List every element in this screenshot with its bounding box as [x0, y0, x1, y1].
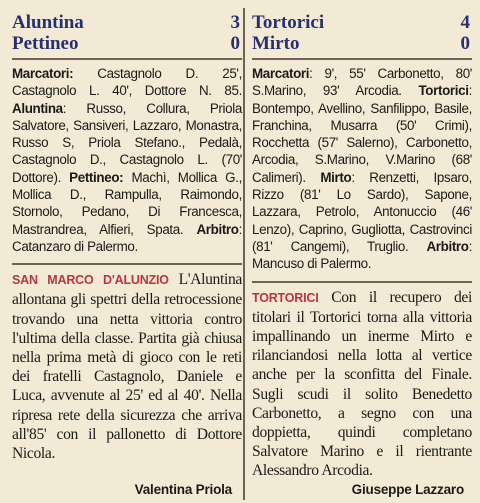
byline: Valentina Priola: [134, 482, 232, 497]
match-column-aluntina-pettineo: [12, 0, 242, 503]
home-team-name: Aluntina: [12, 12, 84, 33]
away-team-score: 0: [230, 33, 240, 54]
byline: Giuseppe Lazzaro: [351, 482, 464, 497]
lineup-away-label: Mirto: [320, 169, 352, 185]
score-row-home: [12, 12, 242, 33]
lineup-away-text: Machì, Mollica G., Mollica D., Rampulla, Raimondo, Stornolo, Pedano, Di Francesca, Mastrandrea, Alfieri, Spata.: [12, 169, 242, 237]
referee-label: Arbitro: [196, 221, 239, 237]
away-team-name: Pettineo: [12, 33, 79, 54]
scoreboard: [252, 12, 472, 54]
lineup-away-label: Pettineo:: [69, 169, 124, 185]
divider: [252, 58, 472, 60]
lineup-away-text: : Renzetti, Ipsaro, Rizzo (81' Lo Sardo), Sapone, Lazzara, Petrolo, Antonuccio (46' Lenzo), Caprino, Gugliotta, Castrovinci (81' Cangemi), Truglio.: [252, 169, 472, 254]
report-body: L'Aluntina allontana gli spettri della retrocessione trovando una netta vittoria contro l'ultima della classe. Partita già chiusa nella prima metà di gioco con le reti dei fratelli Castagnolo, Daniele e Luca, avvenute al 25' ed al 40'. Nella ripresa rete della sicurezza che arriva all'85' con il pallonetto di Dottore Nicola.: [12, 271, 242, 463]
match-details: [12, 65, 242, 255]
match-report: [252, 288, 472, 481]
referee-label: Arbitro: [426, 238, 469, 254]
report-body: Con il recupero dei titolari il Tortorici torna alla vittoria impallinando un inerme Mirto e rilanciandosi nella lotta al vertice anche per la sconfitta del Finale. Sugli scudi il solito Benedetto Carbonetto, a segno con una doppietta, quindi completano Salvatore Marino e il rientrante Alessandro Arcodia.: [252, 288, 472, 480]
divider: [12, 263, 242, 265]
scorers-text: : 9', 55' Carbonetto, 80' S.Marino, 93' Arcodia.: [252, 66, 472, 99]
referee-text: : Catanzaro di Palermo.: [12, 221, 242, 254]
home-team-name: Tortorici: [252, 12, 325, 33]
match-report: [12, 270, 242, 463]
scoreboard: [12, 12, 242, 54]
referee-text: : Mancuso di Palermo.: [252, 238, 472, 272]
lineup-home-label: Aluntina: [12, 100, 63, 116]
home-team-score: 3: [230, 12, 240, 33]
lineup-home-text: : Bontempo, Avellino, Sanfilippo, Basile, Franchina, Musarra (50' Crimi), Rocchetta (57' Salerno), Carbonetto, Arcodia, S.Marino, V.Marino (68' Calimeri).: [252, 83, 472, 185]
scorers-text: Castagnolo D. 25', Castagnolo L. 40', Dottore N. 85.: [12, 66, 242, 99]
report-kicker: SAN MARCO D'ALUNZIO: [12, 273, 169, 288]
match-details: [252, 65, 472, 273]
divider: [12, 58, 242, 60]
away-team-score: 0: [460, 33, 470, 54]
score-row-away: [12, 33, 242, 54]
score-row-home: [252, 12, 472, 33]
divider: [252, 281, 472, 283]
column-divider: [243, 8, 245, 500]
scorers-label: Marcatori: [252, 66, 310, 81]
score-row-away: [252, 33, 472, 54]
lineup-home-text: : Russo, Collura, Priola Salvatore, Sansiveri, Lazzaro, Monastra, Russo S, Priola Stefano., Pedalà, Castagnolo D., Castagnolo L. (70' Dottore).: [12, 100, 242, 185]
report-kicker: TORTORICI: [252, 290, 319, 305]
home-team-score: 4: [460, 12, 470, 33]
match-column-tortorici-mirto: [252, 0, 472, 503]
lineup-home-label: Tortorici: [418, 83, 469, 99]
scorers-label: Marcatori:: [12, 66, 74, 81]
away-team-name: Mirto: [252, 33, 300, 54]
